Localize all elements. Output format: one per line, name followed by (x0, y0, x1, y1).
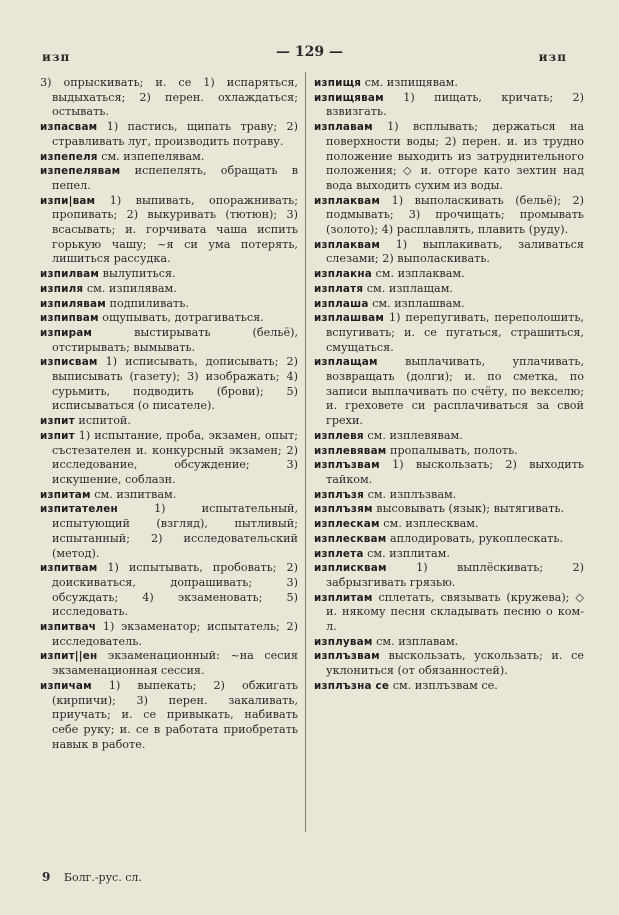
dictionary-entry (314, 458, 584, 487)
dictionary-entry (40, 150, 298, 165)
entry-definition: 1) выплёскивать; 2) забрызгивать грязью. (326, 561, 584, 589)
entry-headword: изпитам (40, 488, 91, 501)
dictionary-entry (314, 282, 584, 297)
entry-headword: изпит (40, 429, 75, 442)
dictionary-entry (40, 561, 298, 620)
entry-headword: изпилявам (40, 297, 106, 310)
entry-headword: изпи|вам (40, 194, 96, 207)
entry-definition: 1) экзаменатор; испытатель; 2) исследователь. (52, 620, 298, 648)
entry-definition: 1) выплакивать, заливаться слезами; 2) выполаскивать. (326, 237, 584, 266)
entry-headword: изпепелявам (40, 165, 121, 178)
entry-definition: 1) выскользать; 2) выходить тайком. (326, 458, 584, 486)
dictionary-entry (40, 679, 298, 753)
entry-definition: см. изплъзвам. (367, 487, 457, 501)
entry-definition: выстирывать (бельё), отстирывать; вымывать. (52, 325, 298, 354)
entry-headword: изпипвам (40, 312, 99, 325)
entry-headword: изплъзям (314, 503, 373, 516)
entry-definition: выскользать, ускользать; и. се уклониться (от обязанностей). (326, 649, 584, 678)
entry-definition: 1) испытывать, пробовать; 2) доискиваться, допрашивать; 3) обсуждать; 4) экзаменовать; 5) исследовать. (52, 561, 298, 619)
entry-headword: изплъзя (314, 488, 365, 501)
entry-definition: 1) исписывать, дописывать; 2) выписывать (газету); 3) изображать; 4) сурьмить, подводить (брови); 5) исписываться (о писателе). (52, 355, 299, 413)
entry-definition: см. изпепелявам. (101, 149, 205, 163)
entry-definition: см. изплесквам. (383, 517, 479, 531)
entry-headword: изплъзна се (314, 679, 390, 692)
entry-headword: изпищя (314, 77, 362, 89)
entry-definition: см. изплевявам. (367, 428, 463, 442)
entry-definition: 1) выпивать, опоражнивать; пропивать; 2) выкуривать (тютюн); 3) всасывать; и. горчивата чаша испить горькую чашу; ~я си ума потерять, лишиться рассудка. (52, 193, 298, 266)
entry-headword: изплаквам (314, 194, 381, 207)
dictionary-entry (40, 355, 298, 414)
entry-headword: изписвам (40, 356, 98, 369)
dictionary-entry (314, 120, 584, 194)
entry-definition: вылупиться. (102, 267, 176, 281)
entry-headword: изплаша (314, 297, 369, 310)
dictionary-entry (314, 547, 584, 562)
entry-headword: изплевя (314, 429, 364, 442)
entry-definition: подпиливать. (109, 296, 189, 310)
entry-headword: изплесквам (314, 532, 387, 545)
dictionary-entry (314, 194, 584, 238)
entry-headword: изплевявам (314, 444, 387, 457)
dictionary-entry (40, 414, 298, 429)
dictionary-entry (40, 282, 298, 297)
dictionary-entry (314, 267, 584, 282)
running-head-right: изп (538, 50, 567, 64)
entry-headword: изпепеля (40, 150, 98, 163)
footer-text: Болг.-рус. сл. (63, 871, 142, 884)
dictionary-entry (40, 620, 298, 649)
dictionary-entry (314, 517, 584, 532)
dictionary-entry (40, 297, 298, 312)
dictionary-entry (40, 429, 298, 488)
entry-definition: см. изпитвам. (94, 487, 177, 501)
dictionary-entry (40, 311, 298, 326)
entry-definition: сплетать, связывать (кружева); ◇ и. някому песня складывать песню о ком-л. (326, 590, 584, 634)
entry-definition: высовывать (язык); вытягивать. (376, 502, 565, 516)
entry-headword: изплавам (314, 121, 373, 134)
dictionary-entry (314, 355, 584, 429)
dictionary-entry (40, 488, 298, 503)
entry-headword: изпиля (40, 282, 84, 295)
entry-definition: пропалывать, полоть. (390, 443, 518, 457)
entry-headword: изплитам (314, 591, 373, 604)
entry-headword: изплувам (314, 635, 373, 648)
signature-mark: 9 (42, 870, 51, 884)
dictionary-entry (40, 326, 298, 355)
dictionary-entry (314, 429, 584, 444)
dictionary-entry (314, 591, 584, 635)
dictionary-entry (314, 679, 584, 694)
entry-definition: см. изплащам. (366, 281, 453, 295)
dictionary-entry (314, 444, 584, 459)
entry-definition: экзаменационный: ~на сесия экзаменационная сессия. (52, 649, 298, 678)
entry-headword: изплаквам (314, 238, 381, 251)
entry-headword: изплашвам (314, 312, 385, 325)
entry-definition: испепелять, обращать в пепел. (52, 164, 298, 192)
dictionary-entry (314, 635, 584, 650)
entry-headword: изплащам (314, 356, 378, 369)
entry-definition: 1) выпекать; 2) обжигать (кирпичи); 3) перен. закаливать, приучать; и. се привыкать, набивать себе руку; и. се в работата приобретать навык в работе. (52, 678, 298, 751)
dictionary-entry (40, 502, 298, 561)
left-column (40, 76, 298, 752)
dictionary-entry (40, 120, 298, 149)
entry-definition: 1) перепугивать, переполошить, вспугивать; и. се пугаться, страшиться, смущаться. (326, 311, 584, 354)
entry-definition: 1) пастись, щипать траву; 2) стравливать луг, производить потраву. (52, 120, 298, 148)
dictionary-entry (314, 91, 584, 120)
entry-definition: см. изпилявам. (86, 281, 177, 295)
dictionary-entry (40, 267, 298, 282)
entry-headword: изпилвам (40, 268, 100, 281)
entry-definition: см. изпищявам. (364, 76, 458, 89)
page-number: — 129 — (276, 44, 343, 60)
entry-headword: изпирам (40, 326, 93, 339)
dictionary-entry (314, 76, 584, 91)
dictionary-entry (314, 532, 584, 547)
entry-headword: изплакна (314, 268, 372, 281)
entry-definition: см. изплаквам. (375, 267, 465, 281)
entry-definition: испитой. (78, 414, 131, 428)
entry-headword: изпитателен (40, 503, 118, 516)
dictionary-entry (40, 76, 298, 120)
dictionary-entry (314, 238, 584, 267)
column-divider (305, 72, 306, 832)
entry-headword: изплескам (314, 518, 380, 531)
entry-headword: изплъзвам (314, 650, 380, 663)
entry-headword: изплета (314, 547, 364, 560)
right-column (314, 76, 584, 694)
entry-definition: 3) опрыскивать; и. се 1) испаряться, выдыхаться; 2) перен. охлаждаться; остывать. (40, 76, 298, 119)
dictionary-entry (314, 297, 584, 312)
dictionary-entry (40, 194, 298, 268)
entry-definition: 1) пищать, кричать; 2) взвизгать. (326, 90, 584, 119)
entry-headword: изпит (40, 415, 75, 428)
entry-definition: см. изплавам. (376, 634, 459, 648)
dictionary-entry (314, 561, 584, 590)
running-head-left: изп (42, 50, 71, 64)
entry-headword: изпищявам (314, 91, 384, 104)
entry-definition: ощупывать, дотрагиваться. (102, 311, 264, 325)
entry-definition: 1) испытание, проба, экзамен, опыт; състезателен и. конкурсный экзамен; 2) исследование, обсуждение; 3) искушение, соблазн. (52, 428, 298, 486)
entry-definition: см. изплъзвам се. (392, 678, 498, 692)
dictionary-entry (314, 488, 584, 503)
entry-definition: см. изплашвам. (372, 296, 465, 310)
entry-definition: см. изплитам. (367, 546, 450, 560)
dictionary-entry (40, 649, 298, 678)
entry-definition: 1) выполаскивать (бельё); 2) подмывать; 3) прочищать; промывать (золото); 4) расплавлять, плавить (руду). (326, 193, 584, 237)
entry-headword: изплъзвам (314, 459, 380, 472)
page-footer (42, 870, 142, 884)
dictionary-entry (40, 164, 298, 193)
dictionary-entry (314, 502, 584, 517)
entry-headword: изплатя (314, 282, 364, 295)
entry-headword: изпитвам (40, 562, 98, 575)
entry-definition: 1) испытательный, испытующий (взгляд), пытливый; испытанный; 2) исследовательский (метод). (52, 502, 298, 560)
entry-headword: изпичам (40, 679, 92, 692)
dictionary-entry (314, 311, 584, 355)
entry-headword: изпитвач (40, 621, 97, 634)
entry-headword: изпит||ен (40, 650, 98, 663)
entry-definition: аплодировать, рукоплескать. (390, 531, 564, 545)
entry-headword: изплисквам (314, 562, 387, 575)
dictionary-entry (314, 649, 584, 678)
entry-definition: 1) всплывать; держаться на поверхности воды; 2) перен. и. из трудно положение выходить из затруднительного положения; ◇ и. отгоре като зехтин над вода выходить сухим из воды. (326, 120, 584, 192)
entry-definition: выплачивать, уплачивать, возвращать (долги); и. по сметка, по записи выплачивать по счёту, по векселю; и. греховете си расплачиваться за свой грехи. (326, 355, 584, 428)
entry-headword: изпасвам (40, 121, 98, 134)
